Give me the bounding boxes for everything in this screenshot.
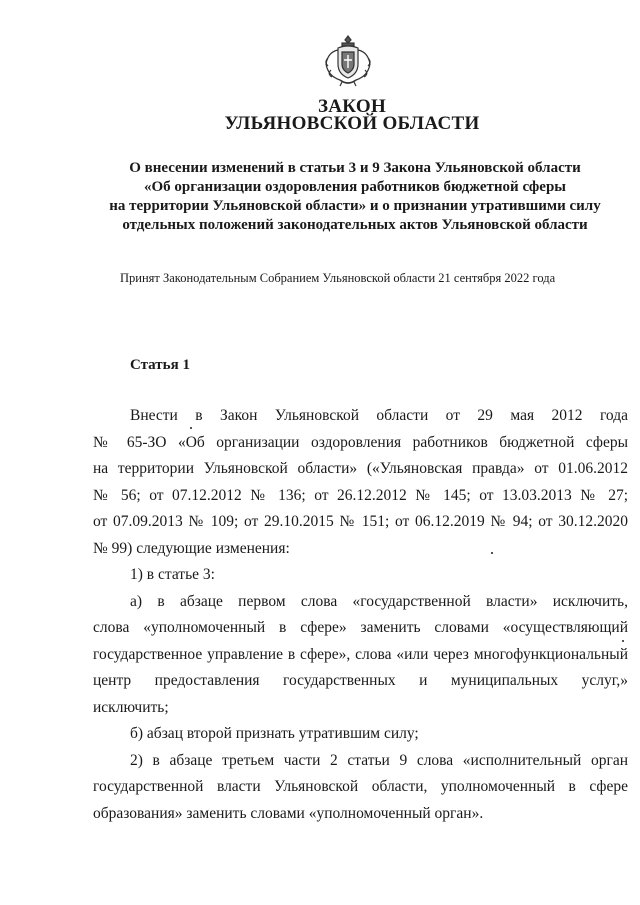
subtitle-line: «Об организации оздоровления работников бюджетной сферы [143,179,566,195]
article-line: № 56; от 07.12.2012 № 136; от 26.12.2012 № 145; от 13.03.2013 № 27; [93,486,628,504]
article-line: слова «уполномоченный в сфере» заменить словами «осуществляющий [93,619,628,636]
article-line: государственное управление в сфере», слова «или через многофункциональный [93,645,628,663]
article-line: от 07.09.2013 № 109; от 29.10.2015 № 151; от 06.12.2019 № 94; от 30.12.2020 [93,513,628,530]
region-title: УЛЬЯНОВСКОЙ ОБЛАСТИ [224,113,480,134]
article-body [93,403,628,827]
article-line: № 99) следующие изменения: [93,539,290,557]
article-line: образования» заменить словами «уполномоченный орган». [93,804,484,822]
subtitle-line: О внесении изменений в статьи 3 и 9 Закона Ульяновской области [129,160,581,176]
article-line: исключить; [93,698,169,716]
article-line: б) абзац второй признать утратившим силу; [130,725,419,742]
article-line: Внести в Закон Ульяновской области от 29 мая 2012 года [130,407,628,424]
law-subtitle [90,159,620,235]
scan-speck [622,640,624,642]
article-line: а) в абзаце первом слова «государственной власти» исключить, [130,592,628,610]
article-heading: Статья 1 [130,357,190,373]
scan-speck [491,552,493,554]
article-line: 1) в статье 3: [130,566,215,583]
subtitle-line: на территории Ульяновской области» и о признании утратившими силу [109,198,601,214]
coat-of-arms-icon [318,30,378,90]
article-line: 2) в абзаце третьем части 2 статьи 9 слова «исполнительный орган [130,751,628,769]
article-line: на территории Ульяновской области» («Ульяновская правда» от 01.06.2012 [93,460,628,477]
law-title: ЗАКОН [317,96,387,117]
scan-speck [190,427,192,429]
subtitle-line: отдельных положений законодательных актов Ульяновской области [122,217,588,233]
article-line: государственной власти Ульяновской области, уполномоченный в сфере [93,778,628,795]
article-line: № 65-ЗО «Об организации оздоровления работников бюджетной сферы [93,433,628,451]
adoption-note: Принят Законодательным Собранием Ульяновской области 21 сентября 2022 года [120,271,556,285]
article-line: центр предоставления государственных и муниципальных услуг,» [93,672,628,689]
